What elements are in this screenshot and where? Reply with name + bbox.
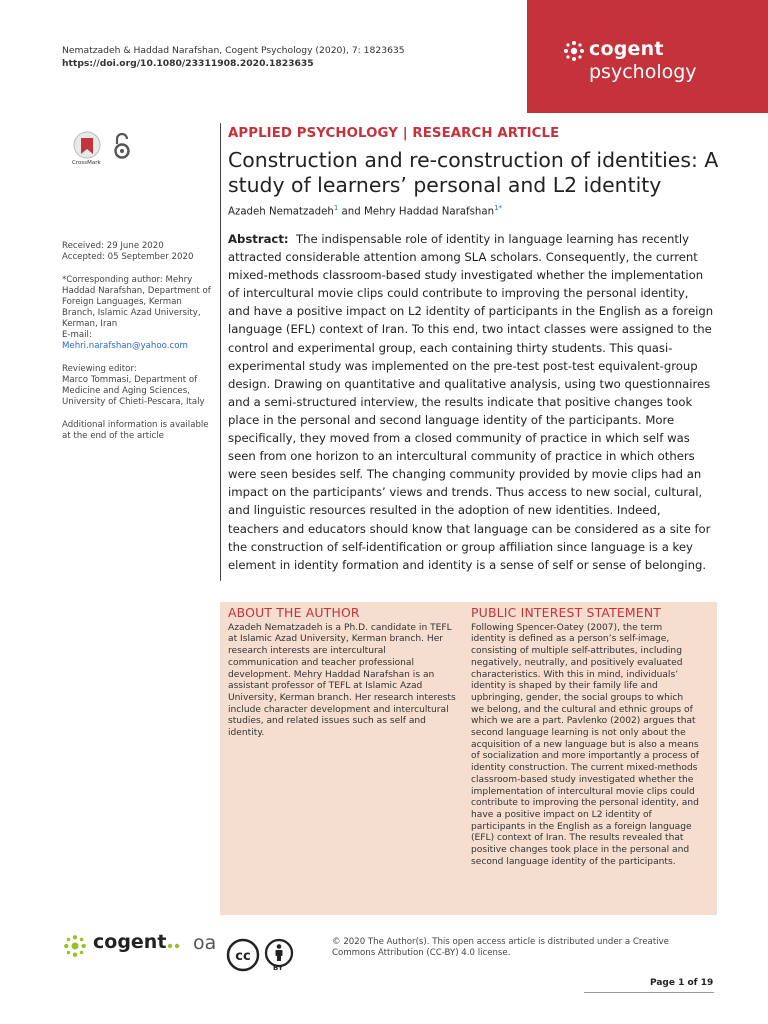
about-author-text: Azadeh Nematzadeh is a Ph.D. candidate in TEFL at Islamic Azad University, Kerman branch. Her research interests are intercultural communication and teacher professional development. Mehry Haddad Narafshan is an assistant professor of TEFL at Islamic Azad University, Kerman branch. Her research interests include character development and intercultural studies, and related issues such as self and identity.: [228, 622, 456, 739]
reviewing-editor: [62, 364, 212, 408]
cogent-logo-icon: [563, 40, 585, 62]
author-2[interactable]: Mehry Haddad Narafshan: [363, 206, 495, 218]
footer-logo-word: cogent: [93, 931, 167, 953]
about-author-heading: ABOUT THE AUTHOR: [228, 605, 360, 620]
brand-name: cogent: [589, 38, 664, 60]
abstract: [228, 230, 714, 574]
citation-line: Nematzadeh & Haddad Narafshan, Cogent Psychology (2020), 7: 1823635: [62, 45, 405, 56]
divider-line: [220, 123, 221, 581]
corresponding-text: *Corresponding author: Mehry Haddad Narafshan, Department of Foreign Languages, Kerman Branch, Islamic Azad University, Kerman, Iran: [62, 275, 211, 329]
article-title: Construction and re-construction of identities: A study of learners’ personal and L2 identity: [228, 148, 719, 197]
accepted-date: Accepted: 05 September 2020: [62, 252, 194, 262]
dates: [62, 241, 212, 263]
dots-icon: [167, 943, 181, 949]
journal-brand-box: [527, 0, 768, 113]
email-label: E-mail:: [62, 330, 92, 340]
author-2-affiliation[interactable]: 1*: [494, 204, 503, 212]
section-label: APPLIED PSYCHOLOGY | RESEARCH ARTICLE: [228, 126, 560, 141]
license-text: © 2020 The Author(s). This open access article is distributed under a Creative Commons Attribution (CC-BY) 4.0 license.: [332, 937, 669, 958]
author-line: [228, 204, 502, 217]
page-number: Page 1 of 19: [650, 978, 714, 988]
received-date: Received: 29 June 2020: [62, 241, 164, 251]
abstract-label: Abstract:: [228, 232, 289, 246]
email-link[interactable]: Mehri.narafshan@yahoo.com: [62, 341, 188, 351]
public-interest-column: [471, 607, 699, 868]
crossmark-label: CrossMark: [72, 160, 101, 166]
author-1-affiliation[interactable]: 1: [333, 204, 339, 212]
open-access-icon: [113, 132, 131, 160]
cc-by-label: BY: [273, 964, 284, 972]
reviewing-label: Reviewing editor:: [62, 364, 137, 374]
editor-text: Marco Tommasi, Department of Medicine and Aging Sciences, University of Chieti-Pescara, Italy: [62, 375, 205, 407]
page-rule: [584, 992, 714, 993]
about-author-column: [228, 607, 456, 740]
citation-header: [62, 44, 405, 70]
summary-box: [220, 602, 717, 915]
article-sidebar: [62, 241, 212, 454]
abstract-text: The indispensable role of identity in language learning has recently attracted considerable attention among SLA scholars. Consequently, the current mixed-methods classroom-based study investigated whether the implementation of intercultural movie clips could contribute to improving the personal identity, and have a positive impact on L2 identity of participants in the English as a foreign language (EFL) context of Iran. To this end, two intact classes were assigned to the control and experimental group, each containing thirty students. This quasi-experimental study was implemented on the pre-test post-test equivalent-group design. Drawing on quantitative and qualitative analysis, using two questionnaires and a semi-structured interview, the results indicate that positive changes took place in the personal and second language identity of the participants. More specifically, they moved from a closed community of practice in which self was seen from one horizon to an intercultural community of practice in which others were seen besides self. The changing community provided by movie clips had an impact on the participants’ views and trends. Thus access to new social, cultural, and linguistic resources resulted in the adoption of new identities. Indeed, teachers and educators should know that language can be considered as a site for the construction of self-identification or group affiliation since language is a key element in identity formation and identity is a sense of self or sense of belonging.: [228, 232, 714, 572]
doi-link[interactable]: https://doi.org/10.1080/23311908.2020.1823635: [62, 58, 314, 69]
author-1[interactable]: Azadeh Nematzadeh: [228, 206, 334, 218]
corresponding-author: [62, 275, 212, 352]
additional-info: Additional information is available at the end of the article: [62, 420, 209, 441]
svg-text:cc: cc: [235, 949, 251, 964]
cogent-oa-icon: [63, 934, 87, 958]
creative-commons-icon: [226, 938, 260, 972]
public-interest-text: Following Spencer-Oatey (2007), the term identity is defined as a person’s self-image, consisting of multiple self-attributes, including negatively, neutrally, and positively evaluated characteristics. With this in mind, individuals’ identity is shaped by their family life and upbringing, gender, the social groups to which we belong, and the cultural and ethnic groups of which we are a part. Pavlenko (2002) argues that second language learning is not only about the acquisition of a new language but is also a means of socialization and more importantly a process of identity construction. The current mixed-methods classroom-based study investigated whether the implementation of intercultural movie clips could contribute to improving the personal identity, and have a positive impact on L2 identity of participants in the English as a foreign language (EFL) context of Iran. The results revealed that positive changes took place in the personal and second language identity of the participants.: [471, 622, 700, 867]
crossmark-icon[interactable]: [72, 130, 102, 160]
footer-logo-suffix: oa: [193, 932, 217, 954]
public-interest-heading: PUBLIC INTEREST STATEMENT: [471, 605, 662, 620]
brand-subject: psychology: [589, 61, 697, 83]
author-conjunction: and: [338, 206, 364, 218]
